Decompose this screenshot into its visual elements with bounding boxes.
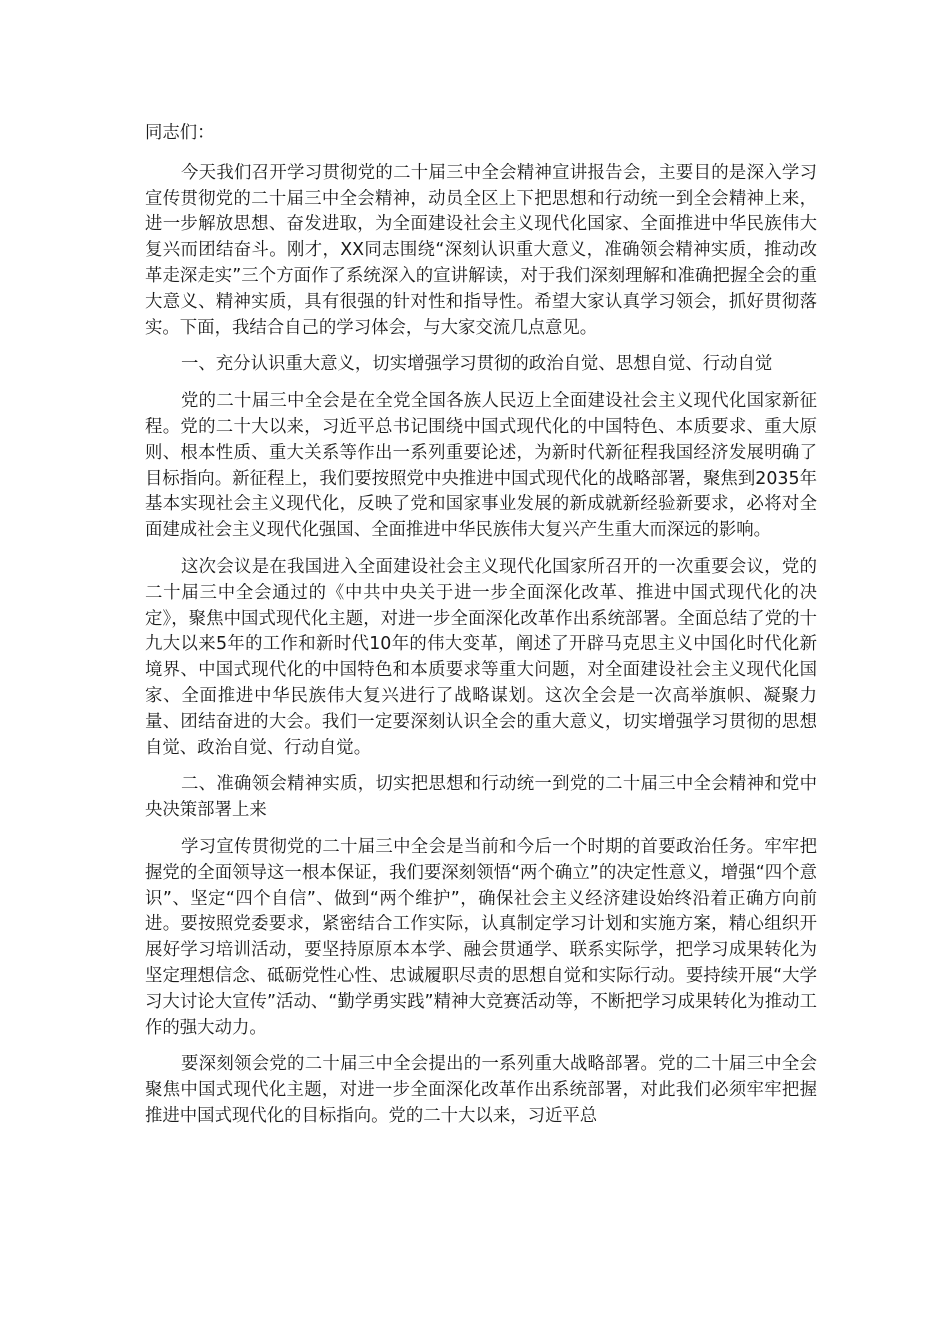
- paragraph-meeting: 这次会议是在我国进入全面建设社会主义现代化国家所召开的一次重要会议，党的二十届三中全会通过的《中共中央关于进一步全面深化改革、推进中国式现代化的决定》，聚焦中国式现代化主题，对进一步全面深化改革作出系统部署。全面总结了党的十九大以来5年的工作和新时代10年的伟大变革，阐述了开辟马克思主义中国化时代化新境界、中国式现代化的中国特色和本质要求等重大问题，对全面建设社会主义现代化国家、全面推进中华民族伟大复兴进行了战略谋划。这次全会是一次高举旗帜、凝聚力量、团结奋进的大会。我们一定要深刻认识全会的重大意义，切实增强学习贯彻的思想自觉、政治自觉、行动自觉。: [145, 556, 817, 758]
- paragraph-study: 学习宣传贯彻党的二十届三中全会是当前和今后一个时期的首要政治任务。牢牢把握党的全面领导这一根本保证，我们要深刻领悟“两个确立”的决定性意义，增强“四个意识”、坚定“四个自信”、做到“两个维护”，确保社会主义经济建设始终沿着正确方向前进。要按照党委要求，紧密结合工作实际，认真制定学习计划和实施方案，精心组织开展好学习培训活动，要坚持原原本本学、融会贯通学、联系实际学，把学习成果转化为坚定理想信念、砥砺党性心性、忠诚履职尽责的思想自觉和实际行动。要持续开展“大学习大讨论大宣传”活动、“勤学勇实践”精神大竞赛活动等，不断把学习成果转化为推动工作的强大动力。: [145, 836, 817, 1038]
- paragraph-intro: 今天我们召开学习贯彻党的二十届三中全会精神宣讲报告会，主要目的是深入学习宣传贯彻党的二十届三中全会精神，动员全区上下把思想和行动统一到全会精神上来，进一步解放思想、奋发进取，为全面建设社会主义现代化国家、全面推进中华民族伟大复兴而团结奋斗。刚才，XX同志围绕“深刻认识重大意义，准确领会精神实质，推动改革走深走实”三个方面作了系统深入的宣讲解读，对于我们深刻理解和准确把握全会的重大意义、精神实质，具有很强的针对性和指导性。希望大家认真学习领会，抓好贯彻落实。下面，我结合自己的学习体会，与大家交流几点意见。: [145, 162, 817, 338]
- paragraph-strategy: 要深刻领会党的二十届三中全会提出的一系列重大战略部署。党的二十届三中全会聚焦中国式现代化主题，对进一步全面深化改革作出系统部署，对此我们必须牢牢把握推进中国式现代化的目标指向。党的二十大以来，习近平总: [145, 1054, 817, 1126]
- salutation: 同志们：: [145, 123, 215, 143]
- section-heading-2: 二、准确领会精神实质，切实把思想和行动统一到党的二十届三中全会精神和党中央决策部署上来: [145, 774, 817, 821]
- section-heading-1: 一、充分认识重大意义，切实增强学习贯彻的政治自觉、思想自觉、行动自觉: [181, 354, 773, 375]
- paragraph-significance: 党的二十届三中全会是在全党全国各族人民迈上全面建设社会主义现代化国家新征程。党的二十大以来，习近平总书记围绕中国式现代化的中国特色、本质要求、重大原则、根本性质、重大关系等作出一系列重要论述，为新时代新征程我国经济发展明确了目标指向。新征程上，我们要按照党中央推进中国式现代化的战略部署，聚焦到2035年基本实现社会主义现代化，反映了党和国家事业发展的新成就新经验新要求，必将对全面建成社会主义现代化强国、全面推进中华民族伟大复兴产生重大而深远的影响。: [145, 391, 817, 541]
- document-body: [145, 121, 817, 1141]
